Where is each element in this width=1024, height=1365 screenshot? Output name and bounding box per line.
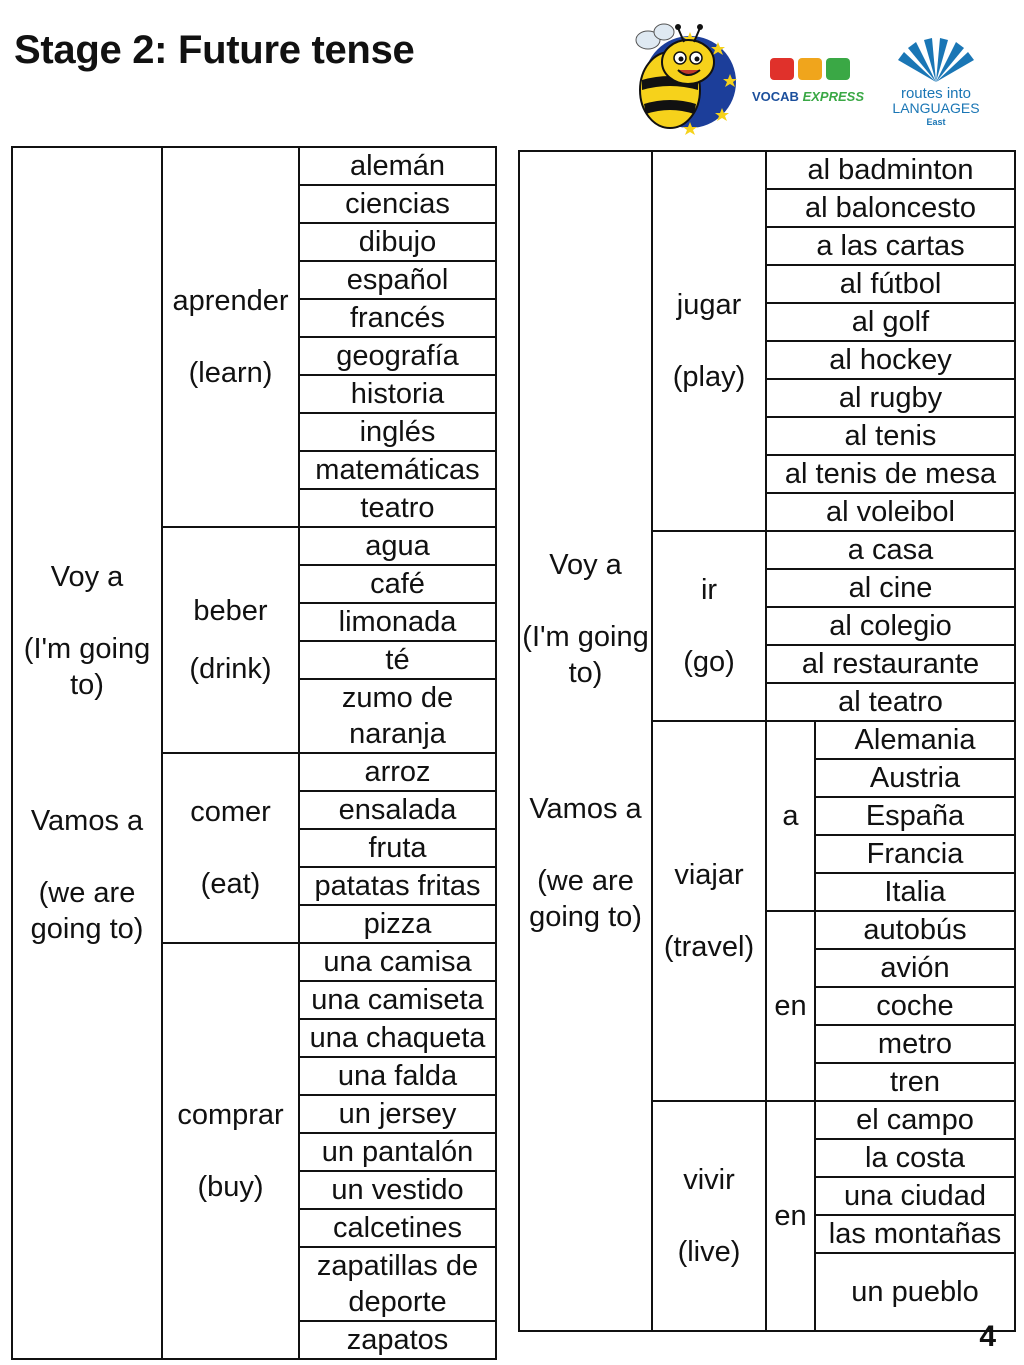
verb-cell-vivir bbox=[652, 1101, 766, 1331]
verb-translation: (live) bbox=[677, 1236, 741, 1268]
verb-translation: (play) bbox=[672, 361, 746, 393]
verb-translation: (buy) bbox=[197, 1171, 264, 1203]
vocab-item: calcetines bbox=[299, 1209, 496, 1247]
vocab-item: arroz bbox=[299, 753, 496, 791]
right-vocab-table bbox=[518, 150, 1016, 1332]
vocab-item: a casa bbox=[766, 531, 1015, 569]
vocab-item: la costa bbox=[815, 1139, 1015, 1177]
page-number: 4 bbox=[979, 1320, 996, 1353]
verb-translation: (learn) bbox=[188, 357, 273, 389]
right-subject-cell bbox=[519, 151, 652, 1331]
vocab-item: un vestido bbox=[299, 1171, 496, 1209]
left-subject-cell bbox=[12, 147, 162, 1359]
vocab-item: dibujo bbox=[299, 223, 496, 261]
verb-translation: (eat) bbox=[200, 868, 261, 900]
vocab-item: al badminton bbox=[766, 151, 1015, 189]
verb-cell-comer bbox=[162, 753, 299, 943]
verb-cell-comprar bbox=[162, 943, 299, 1359]
vocab-express-logo bbox=[752, 52, 872, 107]
vocab-item: un pueblo bbox=[815, 1253, 1015, 1331]
routes-line2: LANGUAGES bbox=[892, 100, 980, 116]
we-are-going-to-label: (we are going to) bbox=[529, 865, 642, 933]
verb-cell-aprender bbox=[162, 147, 299, 527]
vocab-item: pizza bbox=[299, 905, 496, 943]
verb-label: jugar bbox=[676, 289, 742, 321]
prep-en-cell: en bbox=[766, 911, 815, 1101]
vocab-item: zapatillas de deporte bbox=[299, 1247, 496, 1321]
routes-into-languages-logo bbox=[884, 38, 988, 130]
vamos-a-label: Vamos a bbox=[529, 793, 642, 825]
verb-translation: (drink) bbox=[189, 653, 272, 685]
vocab-item: Italia bbox=[815, 873, 1015, 911]
vocab-item: un pantalón bbox=[299, 1133, 496, 1171]
voy-a-label: Voy a bbox=[50, 561, 124, 593]
vocab-item: agua bbox=[299, 527, 496, 565]
prep-a-cell: a bbox=[766, 721, 815, 911]
verb-translation: (go) bbox=[683, 646, 735, 678]
left-vocab-table bbox=[11, 146, 497, 1360]
vocab-item: las montañas bbox=[815, 1215, 1015, 1253]
express-word: EXPRESS bbox=[802, 89, 864, 104]
vocab-item: Francia bbox=[815, 835, 1015, 873]
vocab-item: coche bbox=[815, 987, 1015, 1025]
vocab-item: al colegio bbox=[766, 607, 1015, 645]
voy-a-label: Voy a bbox=[549, 549, 622, 581]
vocab-item: tren bbox=[815, 1063, 1015, 1101]
vocab-item: francés bbox=[299, 299, 496, 337]
vocab-item: al tenis de mesa bbox=[766, 455, 1015, 493]
routes-line1: routes into bbox=[900, 85, 972, 102]
vocab-item: té bbox=[299, 641, 496, 679]
vocab-item: zapatos bbox=[299, 1321, 496, 1359]
verb-label: comer bbox=[190, 796, 271, 828]
vocab-item: ensalada bbox=[299, 791, 496, 829]
vocab-item: al tenis bbox=[766, 417, 1015, 455]
verb-cell-beber bbox=[162, 527, 299, 753]
verb-label: viajar bbox=[674, 859, 744, 891]
im-going-to-label: (I'm going to) bbox=[23, 633, 151, 701]
vocab-item: limonada bbox=[299, 603, 496, 641]
vocab-item: el campo bbox=[815, 1101, 1015, 1139]
vocab-item: Austria bbox=[815, 759, 1015, 797]
vocab-item: autobús bbox=[815, 911, 1015, 949]
vocab-item: al restaurante bbox=[766, 645, 1015, 683]
routes-line3: East bbox=[926, 117, 946, 127]
prep-en-cell: en bbox=[766, 1101, 815, 1331]
verb-label: ir bbox=[700, 574, 718, 606]
bee-logo bbox=[626, 18, 746, 136]
vocab-item: una camiseta bbox=[299, 981, 496, 1019]
vocab-item: zumo de naranja bbox=[299, 679, 496, 753]
verb-label: vivir bbox=[683, 1164, 735, 1196]
verb-label: aprender bbox=[172, 285, 289, 317]
vocab-item: al fútbol bbox=[766, 265, 1015, 303]
vocab-item: España bbox=[815, 797, 1015, 835]
vocab-item: a las cartas bbox=[766, 227, 1015, 265]
vocab-item: inglés bbox=[299, 413, 496, 451]
verb-cell-viajar bbox=[652, 721, 766, 1101]
vocab-item: Alemania bbox=[815, 721, 1015, 759]
verb-translation: (travel) bbox=[663, 931, 755, 963]
vocab-item: avión bbox=[815, 949, 1015, 987]
vocab-item: un jersey bbox=[299, 1095, 496, 1133]
routes-fan-icon bbox=[884, 38, 988, 82]
vocab-item: alemán bbox=[299, 147, 496, 185]
vocab-item: historia bbox=[299, 375, 496, 413]
vocab-item: al hockey bbox=[766, 341, 1015, 379]
we-are-going-to-label: (we are going to) bbox=[30, 877, 144, 945]
vocab-item: al golf bbox=[766, 303, 1015, 341]
verb-label: comprar bbox=[177, 1099, 284, 1131]
vocab-item: teatro bbox=[299, 489, 496, 527]
vocab-item: una ciudad bbox=[815, 1177, 1015, 1215]
vocab-item: al rugby bbox=[766, 379, 1015, 417]
vocab-item: al baloncesto bbox=[766, 189, 1015, 227]
vocab-item: café bbox=[299, 565, 496, 603]
verb-label: beber bbox=[193, 595, 268, 627]
vocab-word: VOCAB bbox=[752, 89, 799, 104]
vocab-item: matemáticas bbox=[299, 451, 496, 489]
vocab-item: al cine bbox=[766, 569, 1015, 607]
verb-cell-jugar bbox=[652, 151, 766, 531]
verb-cell-ir bbox=[652, 531, 766, 721]
vocab-item: al voleibol bbox=[766, 493, 1015, 531]
vocab-item: una chaqueta bbox=[299, 1019, 496, 1057]
im-going-to-label: (I'm going to) bbox=[522, 621, 649, 689]
vocab-item: español bbox=[299, 261, 496, 299]
vocab-item: una falda bbox=[299, 1057, 496, 1095]
vocab-express-blocks-icon bbox=[752, 52, 872, 82]
vocab-item: ciencias bbox=[299, 185, 496, 223]
vocab-item: al teatro bbox=[766, 683, 1015, 721]
vocab-item: fruta bbox=[299, 829, 496, 867]
vocab-item: una camisa bbox=[299, 943, 496, 981]
vamos-a-label: Vamos a bbox=[30, 805, 144, 837]
vocab-item: metro bbox=[815, 1025, 1015, 1063]
vocab-item: geografía bbox=[299, 337, 496, 375]
vocab-item: patatas fritas bbox=[299, 867, 496, 905]
page-title: Stage 2: Future tense bbox=[14, 28, 415, 72]
